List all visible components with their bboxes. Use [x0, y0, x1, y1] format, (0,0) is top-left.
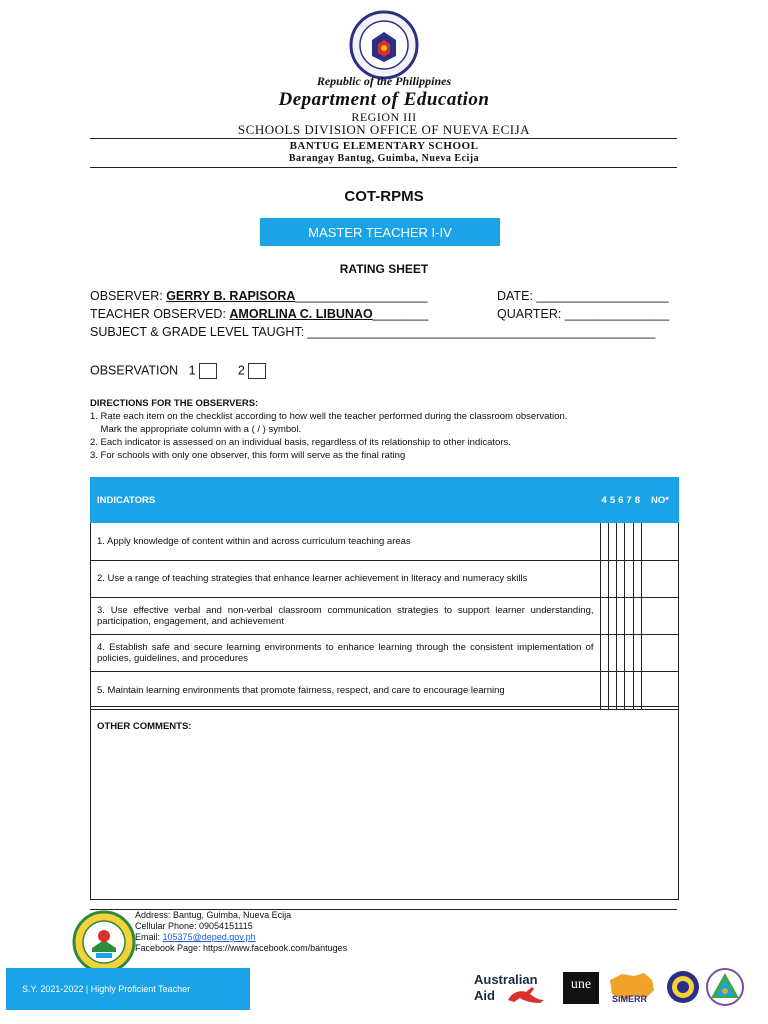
email-row	[135, 932, 347, 943]
address-text: Address: Bantug, Guimba, Nueva Ecija	[135, 910, 292, 920]
seal-icon	[666, 970, 700, 1004]
rating-cell[interactable]	[642, 635, 679, 672]
indicator-text: 3. Use effective verbal and non-verbal classroom communication strategies to support learner understanding, participation, engagement, and achievement	[91, 598, 601, 635]
simerr-logo	[604, 970, 658, 1004]
division-heading: SCHOOLS DIVISION OFFICE OF NUEVA ECIJA	[237, 122, 531, 137]
rating-cell[interactable]	[600, 672, 608, 710]
observer-field[interactable]	[90, 289, 427, 303]
indicator-text: 5. Maintain learning environments that promote fairness, respect, and care to encourage learning	[91, 672, 601, 710]
rating-cell[interactable]	[633, 635, 641, 672]
teacher-line: ________	[372, 307, 429, 321]
direction-item: 2. Each indicator is assessed on an individual basis, regardless of its relationship to other indicators.	[90, 437, 511, 448]
table-row	[91, 635, 679, 672]
email-label: Email:	[135, 932, 161, 942]
directions-heading: DIRECTIONS FOR THE OBSERVERS:	[90, 398, 259, 409]
rating-cell[interactable]	[617, 635, 625, 672]
direction-item: 3. For schools with only one observer, this form will serve as the final rating	[90, 450, 406, 461]
contact-info	[135, 910, 347, 954]
rating-cell[interactable]	[633, 598, 641, 635]
rating-4-column-header: 4	[600, 478, 608, 523]
rating-cell[interactable]	[633, 523, 641, 561]
rating-cell[interactable]	[642, 672, 679, 710]
rating-6-column-header: 6	[617, 478, 625, 523]
rating-cell[interactable]	[608, 598, 616, 635]
rating-cell[interactable]	[633, 672, 641, 710]
rating-7-column-header: 7	[625, 478, 633, 523]
observation-2-label: 2	[237, 363, 245, 378]
date-field[interactable]	[497, 289, 668, 303]
region-heading: REGION III	[351, 110, 417, 124]
rating-cell[interactable]	[625, 635, 633, 672]
school-name: BANTUG ELEMENTARY SCHOOL	[289, 140, 479, 152]
rating-cell[interactable]	[600, 561, 608, 598]
rating-cell[interactable]	[608, 635, 616, 672]
australian-aid-logo-text-1: Australian	[474, 972, 538, 987]
teacher-label: TEACHER OBSERVED:	[90, 307, 226, 321]
table-row	[91, 598, 679, 635]
indicators-table	[90, 477, 679, 710]
school-year-banner: S.Y. 2021-2022 | Highly Proficient Teacher	[6, 968, 250, 1010]
other-comments-label: OTHER COMMENTS:	[97, 721, 192, 732]
directions	[90, 397, 690, 462]
quarter-field[interactable]	[497, 307, 669, 321]
subject-field[interactable]	[90, 325, 655, 339]
direction-item: 1. Rate each item on the checklist according to how well the teacher performed during the classroom observation.	[90, 411, 568, 422]
observation-2-checkbox[interactable]	[248, 363, 266, 379]
observation-1-checkbox[interactable]	[199, 363, 217, 379]
direction-item: Mark the appropriate column with a ( / ) symbol.	[90, 424, 302, 435]
table-row	[91, 561, 679, 598]
simerr-logo-text: SiMERR	[612, 994, 648, 1004]
rating-cell[interactable]	[617, 561, 625, 598]
rating-8-column-header: 8	[633, 478, 641, 523]
no-rating-column-header: NO*	[642, 478, 679, 523]
rating-cell[interactable]	[642, 598, 679, 635]
table-header-row	[91, 478, 679, 523]
subject-line: __________________________________________________	[307, 325, 656, 339]
une-logo	[563, 972, 599, 1004]
header-divider	[90, 138, 677, 139]
indicator-text: 2. Use a range of teaching strategies that enhance learner achievement in literacy and numeracy skills	[91, 561, 601, 598]
observation-field	[90, 363, 266, 379]
rating-cell[interactable]	[608, 523, 616, 561]
rating-cell[interactable]	[600, 635, 608, 672]
rating-cell[interactable]	[617, 598, 625, 635]
rating-cell[interactable]	[625, 598, 633, 635]
observation-1-label: 1	[188, 363, 196, 378]
rating-cell[interactable]	[600, 598, 608, 635]
quarter-line: _______________	[564, 307, 670, 321]
rating-cell[interactable]	[625, 561, 633, 598]
table-row	[91, 672, 679, 710]
observer-name: GERRY B. RAPISORA	[166, 289, 296, 303]
phone-text: Cellular Phone: 09054151115	[135, 921, 253, 931]
rating-sheet-title: RATING SHEET	[339, 262, 429, 276]
other-comments-box[interactable]	[90, 706, 679, 900]
rating-cell[interactable]	[617, 523, 625, 561]
position-banner: MASTER TEACHER I-IV	[260, 218, 500, 246]
une-logo-text: une	[570, 977, 592, 992]
table-row	[91, 523, 679, 561]
rating-cell[interactable]	[608, 672, 616, 710]
header-bottom-divider	[90, 167, 677, 168]
australian-aid-logo-text-2: Aid	[474, 988, 495, 1003]
school-address: Barangay Bantug, Guimba, Nueva Ecija	[288, 153, 480, 164]
school-logo-icon	[72, 910, 136, 974]
australian-aid-logo	[474, 970, 550, 1006]
rating-cell[interactable]	[642, 561, 679, 598]
rating-5-column-header: 5	[608, 478, 616, 523]
rating-cell[interactable]	[608, 561, 616, 598]
observation-label: OBSERVATION	[90, 363, 179, 378]
teacher-field[interactable]	[90, 307, 428, 321]
indicators-column-header: INDICATORS	[91, 478, 601, 523]
rating-cell[interactable]	[617, 672, 625, 710]
observer-label: OBSERVER:	[90, 289, 163, 303]
rating-cell[interactable]	[600, 523, 608, 561]
date-label: DATE:	[497, 289, 533, 303]
teacher-name: AMORLINA C. LIBUNAO	[229, 307, 373, 321]
rating-cell[interactable]	[625, 672, 633, 710]
quarter-label: QUARTER:	[497, 307, 562, 321]
triangle-logo-icon	[706, 968, 744, 1006]
facebook-text: Facebook Page: https://www.facebook.com/bantuges	[135, 943, 348, 953]
department-heading: Department of Education	[278, 89, 490, 110]
form-title: COT-RPMS	[344, 188, 424, 205]
rating-cell[interactable]	[642, 523, 679, 561]
email-link[interactable]: 105375@deped.gov.ph	[162, 932, 256, 942]
date-line: ___________________	[536, 289, 669, 303]
rating-cell[interactable]	[633, 561, 641, 598]
republic-heading: Republic of the Philippines	[316, 74, 452, 88]
kangaroo-icon	[508, 987, 544, 1003]
observer-line: ___________________	[295, 289, 428, 303]
rating-cell[interactable]	[625, 523, 633, 561]
indicator-text: 4. Establish safe and secure learning environments to enhance learning through the consistent implementation of policies, guidelines, and procedures	[91, 635, 601, 672]
subject-label: SUBJECT & GRADE LEVEL TAUGHT:	[90, 325, 305, 339]
indicator-text: 1. Apply knowledge of content within and across curriculum teaching areas	[91, 523, 601, 561]
deped-seal-icon	[349, 10, 419, 80]
